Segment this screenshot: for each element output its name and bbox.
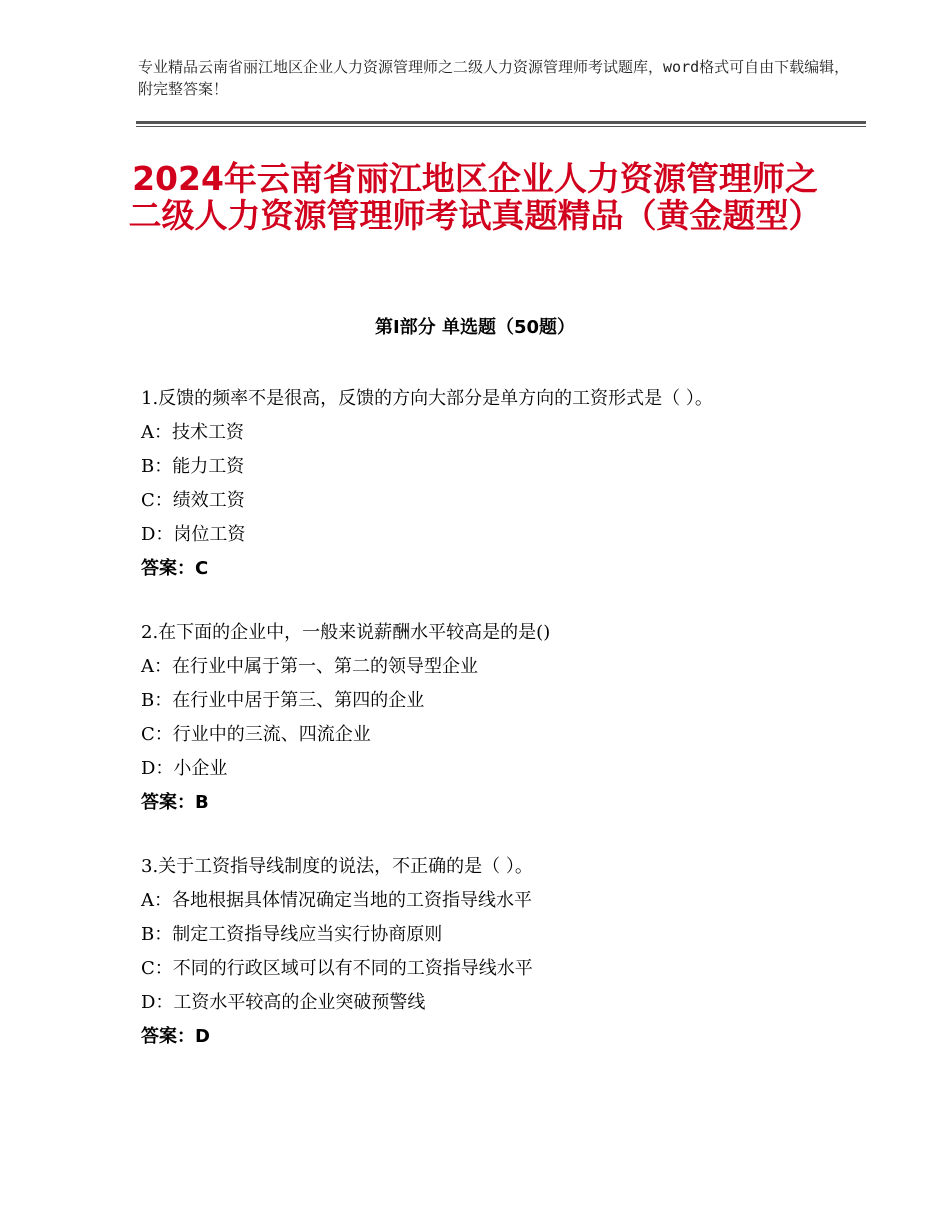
answer-line (141, 786, 841, 820)
section-heading: 第Ⅰ部分 单选题（50题） (374, 317, 575, 338)
option-d: D：小企业 (141, 758, 228, 779)
question-2 (141, 616, 841, 820)
header-note: 专业精品云南省丽江地区企业人力资源管理师之二级人力资源管理师考试题库，word格式可自由下载编辑，附完整答案！ (138, 58, 850, 98)
option-d: D：岗位工资 (141, 524, 246, 545)
question-text: 2.在下面的企业中，一般来说薪酬水平较高是的是() (141, 622, 551, 643)
answer-value: C (195, 558, 209, 579)
option-b: B：能力工资 (141, 456, 245, 477)
document-title: 2024年云南省丽江地区企业人力资源管理师之二级人力资源管理师考试真题精品（黄金题型） (128, 159, 822, 235)
option-b: B：在行业中居于第三、第四的企业 (141, 690, 425, 711)
option-d: D：工资水平较高的企业突破预警线 (141, 992, 426, 1013)
option-b: B：制定工资指导线应当实行协商原则 (141, 924, 443, 945)
question-list (141, 382, 841, 1084)
option-c: C：绩效工资 (141, 490, 245, 511)
option-a: A：各地根据具体情况确定当地的工资指导线水平 (141, 890, 532, 911)
question-text: 1.反馈的频率不是很高，反馈的方向大部分是单方向的工资形式是（ ）。 (141, 388, 713, 409)
answer-line (141, 552, 841, 586)
answer-line (141, 1020, 841, 1054)
option-c: C：不同的行政区域可以有不同的工资指导线水平 (141, 958, 533, 979)
answer-value: D (195, 1026, 210, 1047)
question-3 (141, 850, 841, 1054)
option-a: A：技术工资 (141, 422, 244, 443)
question-1 (141, 382, 841, 586)
header-rule-thick (136, 121, 866, 124)
question-text: 3.关于工资指导线制度的说法，不正确的是（ ）。 (141, 856, 533, 877)
answer-value: B (195, 792, 209, 813)
header-rule-thin (136, 126, 866, 127)
answer-label: 答案： (141, 792, 195, 813)
option-a: A：在行业中属于第一、第二的领导型企业 (141, 656, 478, 677)
option-c: C：行业中的三流、四流企业 (141, 724, 371, 745)
answer-label: 答案： (141, 1026, 195, 1047)
answer-label: 答案： (141, 558, 195, 579)
